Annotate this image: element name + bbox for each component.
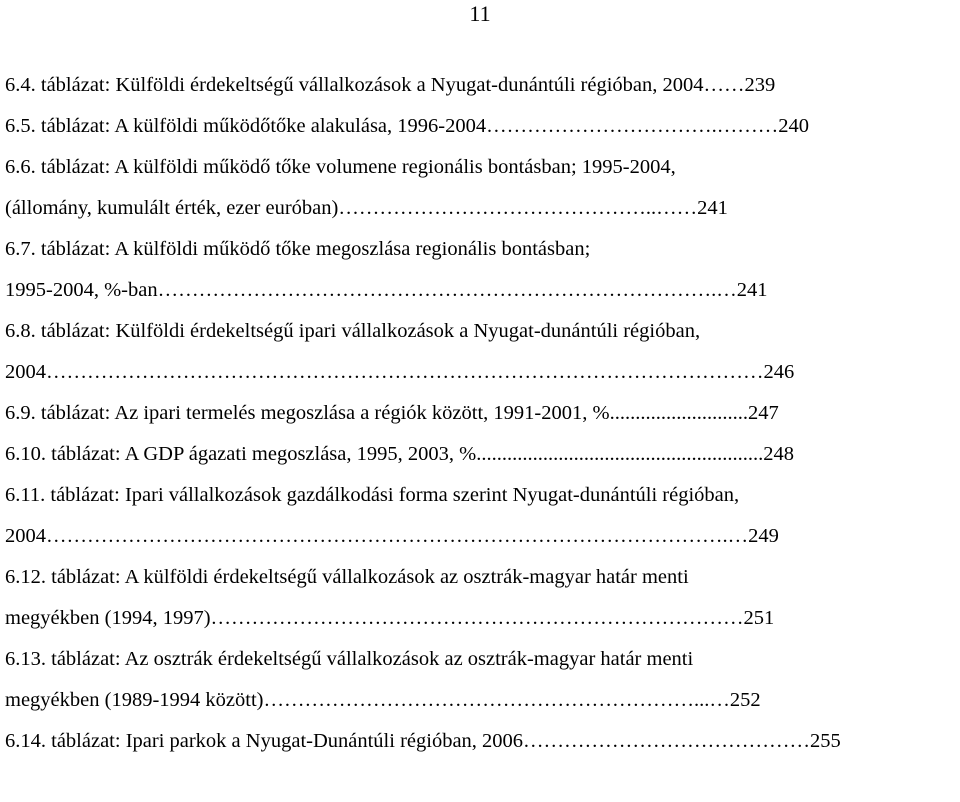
entry-caption: A külföldi működő tőke volumene regionális bontásban; 1995-2004, [114, 156, 676, 178]
toc-entry-continuation [5, 357, 955, 388]
entry-label: táblázat: [40, 115, 111, 137]
entry-caption: Az osztrák érdekeltségű vállalkozások az osztrák-magyar határ menti [124, 648, 694, 670]
entry-number: 6.5. [5, 115, 36, 137]
toc-entry [5, 234, 955, 265]
toc-entry-continuation [5, 521, 955, 552]
entry-caption: A külföldi érdekeltségű vállalkozások az osztrák-magyar határ menti [124, 566, 689, 588]
entry-number: 6.9. [5, 402, 36, 424]
entry-caption: Ipari vállalkozások gazdálkodási forma szerint Nyugat-dunántúli régióban, [124, 484, 740, 506]
entry-caption: megyékben (1989-1994 között)………………………………………………………...…252 [5, 689, 761, 711]
entry-caption: 1995-2004, %-ban……………………………………………………………………….…241 [5, 279, 768, 301]
entry-caption: A GDP ágazati megoszlása, 1995, 2003, %........................................................248 [124, 443, 794, 465]
entry-number: 6.12. [5, 566, 46, 588]
entry-caption: Külföldi érdekeltségű ipari vállalkozások a Nyugat-dunántúli régióban, [115, 320, 701, 342]
toc-entry [5, 316, 955, 347]
toc-entry-continuation [5, 603, 955, 634]
toc-entry [5, 111, 955, 142]
entry-number: 6.4. [5, 74, 36, 96]
entry-caption: Az ipari termelés megoszlása a régiók között, 1991-2001, %...........................247 [114, 402, 779, 424]
toc-entry [5, 70, 955, 101]
entry-label: táblázat: [51, 648, 121, 670]
entry-label: táblázat: [50, 484, 120, 506]
entry-caption: 2004……………………………………………………………………………………………246 [5, 361, 795, 383]
entry-number: 6.6. [5, 156, 36, 178]
toc-entry-continuation [5, 193, 955, 224]
table-of-tables [5, 70, 955, 767]
toc-entry [5, 480, 955, 511]
toc-entry [5, 562, 955, 593]
toc-entry-continuation [5, 685, 955, 716]
entry-number: 6.11. [5, 484, 46, 506]
entry-label: táblázat: [40, 402, 111, 424]
entry-caption: Külföldi érdekeltségű vállalkozások a Nyugat-dunántúli régióban, 2004……239 [115, 74, 776, 96]
entry-number: 6.7. [5, 238, 36, 260]
entry-label: táblázat: [51, 443, 121, 465]
entry-caption: (állomány, kumulált érték, ezer euróban)………………………………………..……241 [5, 197, 728, 219]
toc-entry [5, 439, 955, 470]
entry-caption: Ipari parkok a Nyugat-Dunántúli régióban, 2006……………………………………255 [125, 730, 841, 752]
entry-caption: A külföldi működőtőke alakulása, 1996-2004…………………………….………240 [114, 115, 809, 137]
entry-caption: 2004……………………………………………………………………………………….…249 [5, 525, 779, 547]
entry-caption: megyékben (1994, 1997)……………………………………………………………………251 [5, 607, 775, 629]
entry-label: táblázat: [40, 74, 111, 96]
page-number: 11 [469, 1, 491, 26]
entry-number: 6.8. [5, 320, 36, 342]
toc-entry [5, 398, 955, 429]
entry-label: táblázat: [40, 320, 111, 342]
entry-number: 6.14. [5, 730, 46, 752]
entry-number: 6.13. [5, 648, 46, 670]
entry-label: táblázat: [51, 566, 121, 588]
toc-entry [5, 726, 955, 757]
entry-caption: A külföldi működő tőke megoszlása regionális bontásban; [114, 238, 591, 260]
toc-entry [5, 152, 955, 183]
entry-label: táblázat: [40, 238, 111, 260]
toc-entry-continuation [5, 275, 955, 306]
entry-label: táblázat: [51, 730, 121, 752]
entry-label: táblázat: [40, 156, 111, 178]
toc-entry [5, 644, 955, 675]
entry-number: 6.10. [5, 443, 46, 465]
